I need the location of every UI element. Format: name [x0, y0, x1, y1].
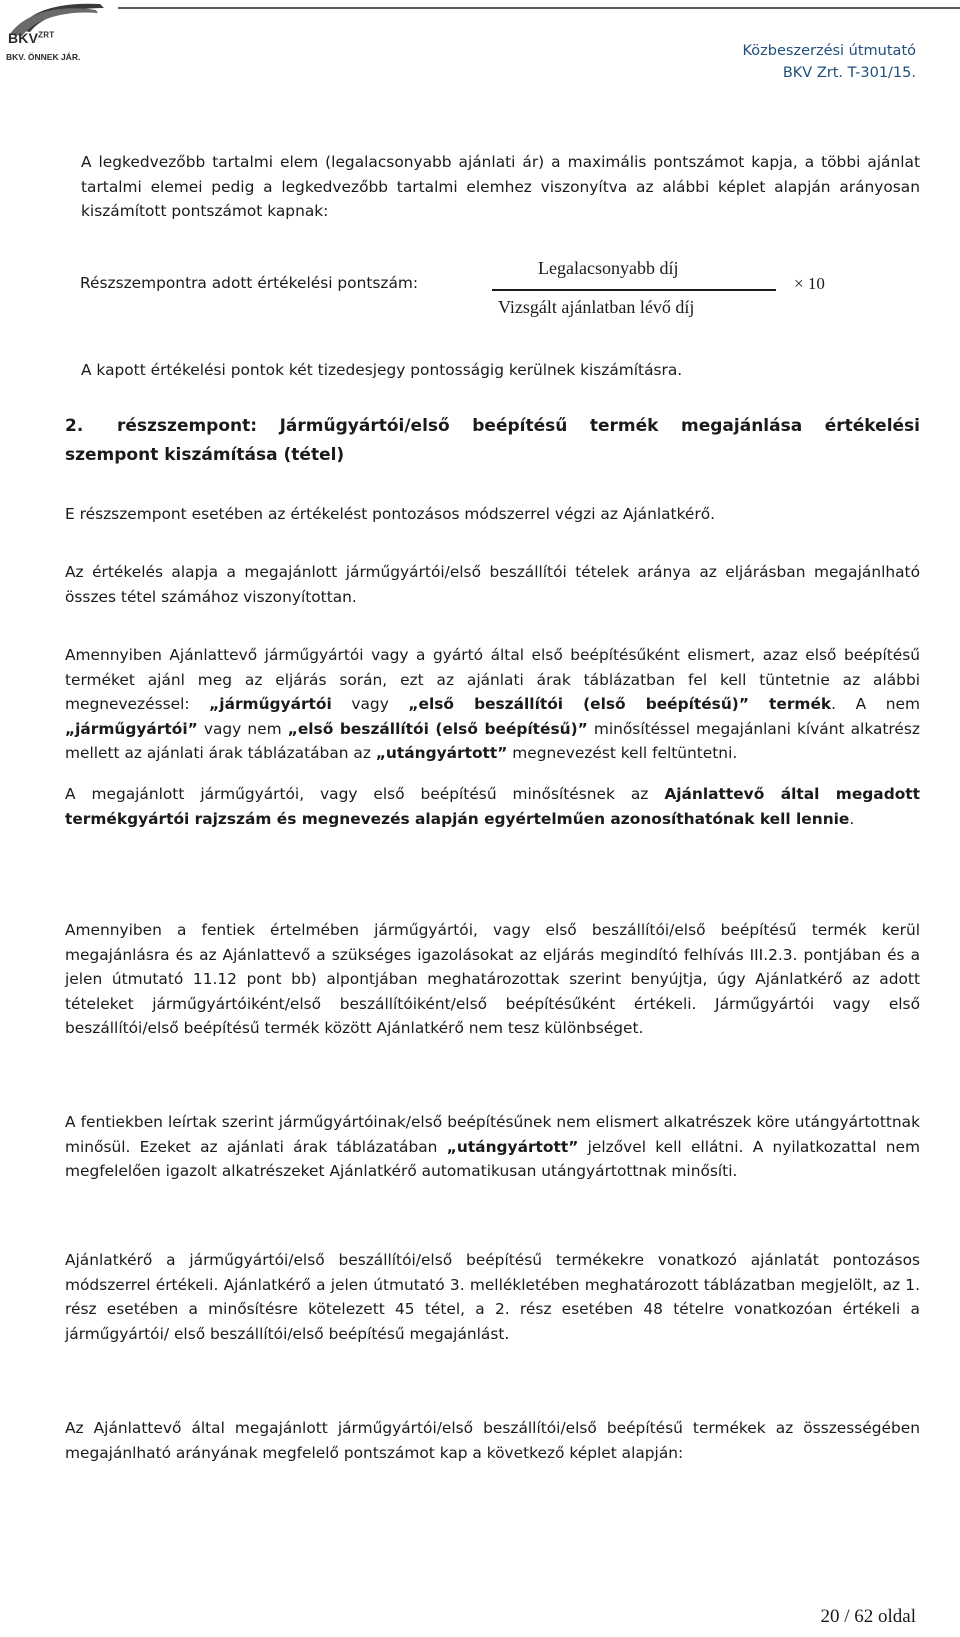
- page-number: 20 / 62 oldal: [820, 1606, 916, 1627]
- paragraph-basis: Az értékelés alapja a megajánlott járműgyártói/első beszállítói tételek aránya az eljárásban megajánlható összes tétel számához viszonyítottan.: [65, 563, 920, 606]
- header-rule: [118, 7, 960, 9]
- paragraph-precision: A kapott értékelési pontok két tizedesjegy pontosságig kerülnek kiszámításra.: [81, 361, 683, 379]
- header-doc-info: [743, 40, 916, 84]
- logo-text: $BKV^{ZRT}$: [8, 30, 55, 46]
- paragraph-evaluation: Amennyiben a fentiek értelmében járműgyártói, vagy első beszállítói/első beépítésű termék kerül megajánlásra és az Ajánlattevő a szükséges igazolásokat az eljárás megindító felhívás III.2.3. pontjában és a jelen útmutató 11.12 pont bb) alpontjában meghatározottak szerint benyújtja, úgy Ajánlatkérő az adott tételeket járműgyártóiként/első beszállítóiként/első beépítésűként értékeli. Járműgyártói vagy első beszállítói/első beépítésű termék között Ajánlatkérő nem tesz különbséget.: [65, 921, 920, 1037]
- section-heading-line1: részszempont: Járműgyártói/első beépítésű termék megajánlása értékelési: [117, 416, 920, 436]
- formula-label: Részszempontra adott értékelési pontszám:: [80, 274, 419, 292]
- section-heading-line2: szempont kiszámítása (tétel): [65, 445, 345, 465]
- paragraph-identification: A megajánlott járműgyártói, vagy első beépítésű minősítésnek az Ajánlattevő által megadott termékgyártói rajzszám és megnevezés alapján egyértelműen azonosíthatónak kell lennie.: [65, 785, 920, 828]
- doc-title: Közbeszerzési útmutató: [742, 43, 916, 59]
- logo-slogan: BKV. ÖNNEK JÁR.: [6, 52, 81, 62]
- doc-reference: BKV Zrt. T-301/15.: [782, 65, 916, 81]
- formula-numerator: Legalacsonyabb díj: [538, 258, 679, 278]
- paragraph-aftermarket: A fentiekben leírtak szerint járműgyártóinak/első beépítésűnek nem elismert alkatrészek köre utángyártottnak minősül. Ezeket az ajánlati árak táblázatában „utángyártott” jelzővel kell ellátni. A nyilatkozattal nem megfelelően igazolt alkatrészeket Ajánlatkérő automatikusan utángyártottnak minősíti.: [65, 1113, 920, 1180]
- paragraph-intro: A legkedvezőbb tartalmi elem (legalacsonyabb ajánlati ár) a maximális pontszámot kapja, a többi ajánlat tartalmi elemei pedig a legkedvezőbb tartalmi elemhez viszonyítva az alábbi képlet alapján arányosan kiszámított pontszámot kapnak:: [81, 153, 920, 220]
- formula-denominator: Vizsgált ajánlatban lévő díj: [498, 297, 695, 317]
- paragraph-designation: Amennyiben Ajánlattevő járműgyártói vagy a gyártó által első beépítésűként elismert, azaz első beépítésű terméket ajánl meg az eljárás során, ezt az ajánlati árak táblázatban fel kell tüntetnie az alábbi megnevezéssel: „járműgyártói vagy „első beszállítói (első beépítésű)” termék. A nem „járműgyártói” vagy nem „első beszállítói (első beépítésű)” minősítéssel megajánlani kívánt alkatrész mellett az ajánlati árak táblázatában az „utángyártott” megnevezést kell feltüntetni.: [65, 646, 920, 762]
- bkv-logo: [0, 0, 140, 72]
- formula-multiplier: × 10: [794, 274, 825, 293]
- paragraph-scoring: Ajánlatkérő a járműgyártói/első beszállítói/első beépítésű termékekre vonatkozó ajánlatát pontozásos módszerrel értékeli. Ajánlatkérő a jelen útmutató 3. mellékletében meghatározott táblázatban megjelölt, az 1. rész esetében a minősítésre kötelezett 45 tétel, a 2. rész esetében 48 tételre vonatkozóan értékeli a járműgyártói/ első beszállítói/első beépítésű megajánlást.: [65, 1251, 920, 1343]
- fraction-bar: [492, 289, 776, 291]
- paragraph-method: E részszempont esetében az értékelést pontozásos módszerrel végzi az Ajánlatkérő.: [65, 505, 716, 523]
- paragraph-formula-intro: Az Ajánlattevő által megajánlott járműgyártói/első beszállítói/első beépítésű termékek az összességében megajánlható arányának megfelelő pontszámot kap a következő képlet alapján:: [65, 1419, 920, 1462]
- section-number: 2.: [65, 416, 84, 436]
